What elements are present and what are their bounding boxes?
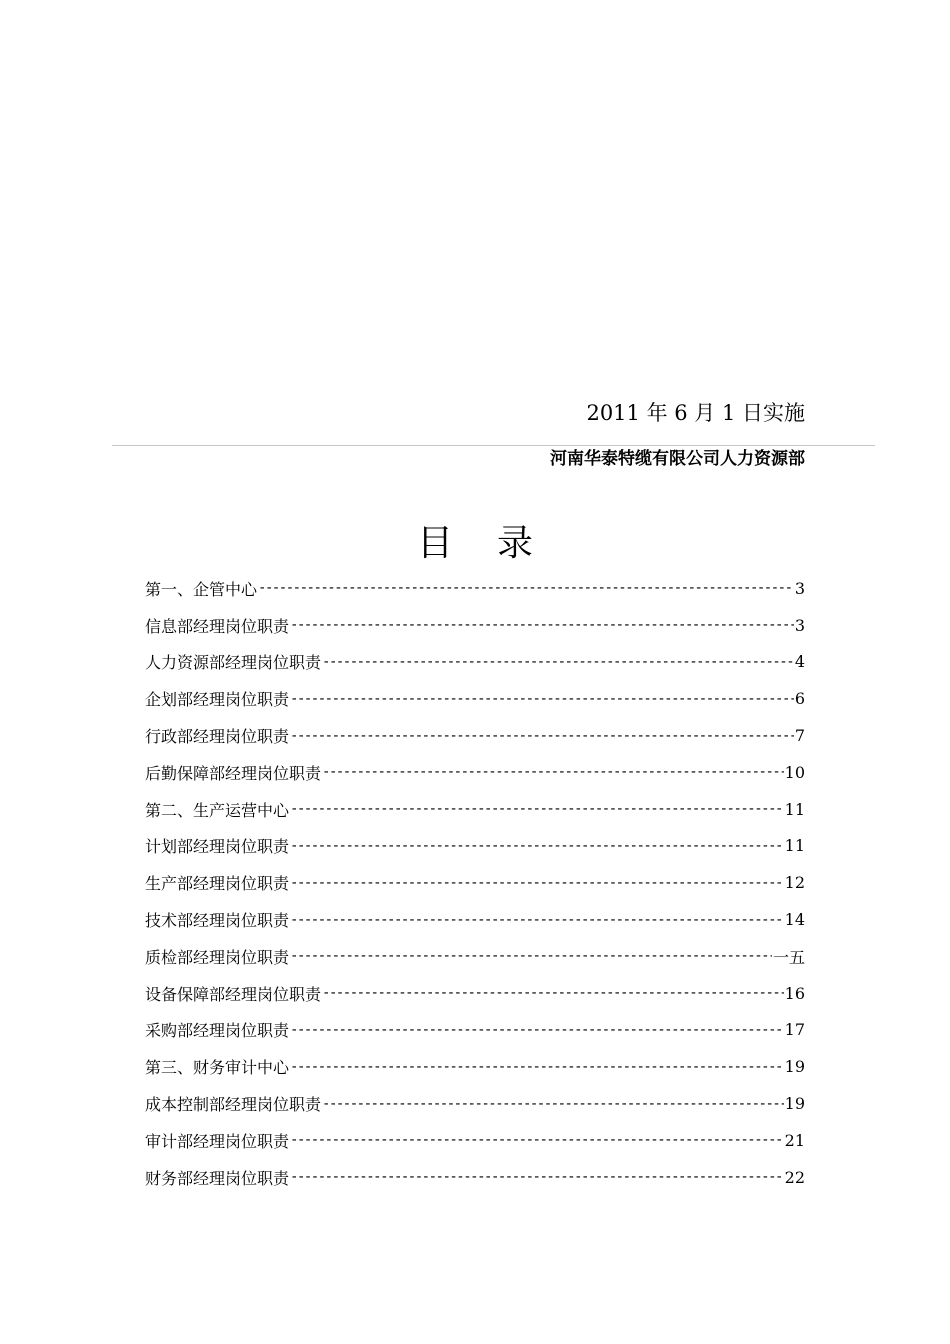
toc-entry-page: 10 [784,762,805,782]
toc-entry[interactable] [145,1012,805,1049]
toc-entry-page: 3 [794,578,805,598]
toc-entry[interactable] [145,1085,805,1122]
toc-leader-dashes [322,764,784,780]
toc-leader-dashes [290,838,784,854]
toc-entry-label: 第三、财务审计中心 [145,1058,290,1078]
toc-entry-label: 生产部经理岗位职责 [145,874,290,894]
toc-entry-label: 企划部经理岗位职责 [145,690,290,710]
table-of-contents [145,570,805,1196]
toc-entry[interactable] [145,828,805,865]
toc-leader-dashes [290,801,784,817]
toc-entry[interactable] [145,975,805,1012]
toc-leader-dashes [258,580,794,596]
toc-entry-label: 成本控制部经理岗位职责 [145,1095,322,1115]
toc-entry[interactable] [145,644,805,681]
toc-entry-page: 4 [794,652,805,672]
toc-leader-dashes [322,985,784,1001]
toc-entry-label: 行政部经理岗位职责 [145,727,290,747]
toc-entry[interactable] [145,901,805,938]
effective-date: 2011 年 6 月 1 日实施 [586,401,805,425]
toc-entry[interactable] [145,791,805,828]
toc-entry-page: 7 [794,726,805,746]
toc-entry-page: 6 [794,689,805,709]
toc-entry-page: 19 [784,1094,805,1114]
toc-leader-dashes [290,912,784,928]
toc-entry-page: 3 [794,615,805,635]
toc-entry-label: 设备保障部经理岗位职责 [145,984,322,1004]
toc-entry-label: 信息部经理岗位职责 [145,616,290,636]
toc-entry-label: 采购部经理岗位职责 [145,1021,290,1041]
toc-entry-label: 技术部经理岗位职责 [145,911,290,931]
toc-entry-page: 21 [784,1130,805,1150]
toc-entry[interactable] [145,1048,805,1085]
toc-entry[interactable] [145,680,805,717]
toc-entry-label: 第二、生产运营中心 [145,800,290,820]
toc-entry[interactable] [145,938,805,975]
toc-entry-label: 计划部经理岗位职责 [145,837,290,857]
toc-leader-dashes [290,1169,784,1185]
toc-entry-page: 11 [784,836,805,856]
toc-entry-page: 12 [784,873,805,893]
toc-leader-dashes [290,617,794,633]
toc-leader-dashes [290,691,794,707]
toc-leader-dashes [322,1096,784,1112]
toc-leader-dashes [290,1022,784,1038]
toc-entry-label: 人力资源部经理岗位职责 [145,653,322,673]
toc-leader-dashes [290,948,772,964]
toc-entry[interactable] [145,570,805,607]
issuing-department: 河南华泰特缆有限公司人力资源部 [550,449,805,469]
toc-entry-page: 16 [784,983,805,1003]
toc-entry-page: 22 [784,1167,805,1187]
toc-entry-page: 17 [784,1020,805,1040]
toc-leader-dashes [290,728,794,744]
toc-entry-page: 14 [784,910,805,930]
toc-entry[interactable] [145,1122,805,1159]
toc-title: 目录 [416,523,577,564]
toc-entry-label: 质检部经理岗位职责 [145,947,290,967]
toc-leader-dashes [290,1059,784,1075]
toc-entry-page: 19 [784,1057,805,1077]
toc-leader-dashes [290,875,784,891]
toc-entry[interactable] [145,1159,805,1196]
toc-entry-label: 后勤保障部经理岗位职责 [145,763,322,783]
toc-entry[interactable] [145,607,805,644]
toc-entry[interactable] [145,864,805,901]
toc-entry-page: 11 [784,799,805,819]
toc-entry[interactable] [145,717,805,754]
toc-entry-page: 一五 [772,947,805,967]
toc-entry-label: 第一、企管中心 [145,579,258,599]
toc-leader-dashes [322,654,794,670]
toc-entry-label: 财务部经理岗位职责 [145,1168,290,1188]
toc-leader-dashes [290,1132,784,1148]
toc-entry-label: 审计部经理岗位职责 [145,1131,290,1151]
toc-entry[interactable] [145,754,805,791]
